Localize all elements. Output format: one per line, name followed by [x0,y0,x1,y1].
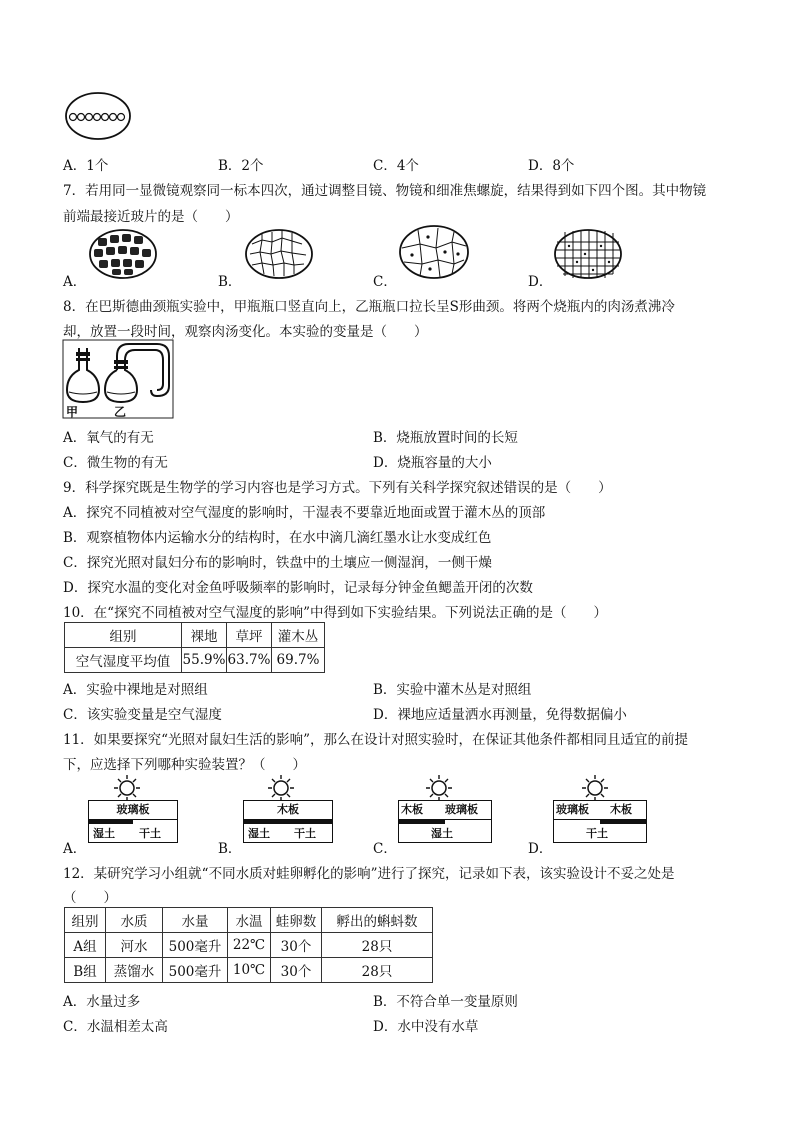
q12-a-temp: 22℃ [228,933,271,958]
q12-stem-line1: 12．某研究学习小组就“不同水质对蛙卵孵化的影响”进行了探究，记录如下表，该实验设计不妥之处是 [63,866,675,882]
q12-header-temp: 水温 [228,908,271,933]
q11-c-soil: 湿土 [431,827,453,840]
q7-option-c[interactable]: C． [373,274,397,290]
q7-option-d[interactable]: D． [528,274,553,290]
q12-header-quality: 水质 [106,908,163,933]
q10-table [64,622,325,673]
q10-value-shrub: 69.7% [272,648,325,673]
q11-d-tray [553,820,647,843]
q8-option-b[interactable]: B．烧瓶放置时间的长短 [373,430,518,446]
q6-option-c[interactable]: C．4个 [373,158,419,174]
q8-flask-label-jia: 甲 [66,405,79,419]
q11-sun-icon-b [266,774,296,802]
q11-b-cover [243,800,333,820]
q11-sun-icon-d [580,774,610,802]
q11-option-a[interactable]: A． [63,841,87,857]
q7-option-b[interactable]: B． [218,274,242,290]
q10-header-lawn: 草坪 [227,623,272,648]
q11-c-cover-left: 木板 [401,803,423,816]
q8-stem-line1: 8．在巴斯德曲颈瓶实验中，甲瓶瓶口竖直向上，乙瓶瓶口拉长呈S形曲颈。将两个烧瓶内的肉汤煮沸冷 [63,299,675,315]
q12-option-c[interactable]: C．水温相差太高 [63,1019,168,1035]
q7-view-b [244,228,314,280]
q7-option-a[interactable]: A． [63,274,87,290]
q9-option-a[interactable]: A．探究不同植被对空气湿度的影响时，干湿表不要靠近地面或置于灌木丛的顶部 [63,505,546,521]
q11-d-soil: 干土 [586,827,608,840]
q7-view-a [88,228,158,280]
q11-sun-icon-c [424,774,454,802]
q8-flask-label-yi: 乙 [114,405,127,419]
q7-stem-line2: 前端最接近玻片的是（ ） [63,209,239,225]
q10-value-bare: 55.9% [182,648,227,673]
q11-a-tray [88,820,178,843]
table-row [65,933,433,958]
q12-table [64,907,433,983]
q12-header-eggs: 蛙卵数 [271,908,322,933]
q10-option-a[interactable]: A．实验中裸地是对照组 [63,682,208,698]
q11-a-cover-label: 玻璃板 [116,803,150,816]
q9-stem: 9．科学探究既是生物学的学习内容也是学习方式。下列有关科学探究叙述错误的是（ ） [63,480,612,496]
q12-option-b[interactable]: B．不符合单一变量原则 [373,994,518,1010]
table-row [65,958,433,983]
q11-a-soil-wet: 湿土 [93,827,115,840]
q12-a-group: A组 [65,933,106,958]
q6-option-d[interactable]: D．8个 [528,158,575,174]
q11-c-cover [398,800,492,820]
q8-option-c[interactable]: C．微生物的有无 [63,455,168,471]
q10-row-label: 空气湿度平均值 [65,648,182,673]
q11-b-soil-wet: 湿土 [248,827,270,840]
q8-option-d[interactable]: D．烧瓶容量的大小 [373,455,492,471]
q6-option-b[interactable]: B．2个 [218,158,264,174]
q6-option-a[interactable]: A．1个 [63,158,109,174]
q10-option-d[interactable]: D．裸地应适量洒水再测量，免得数据偏小 [373,707,627,723]
q11-d-cover [553,800,647,820]
q12-a-eggs: 30个 [271,933,322,958]
q11-d-cover-right: 木板 [610,803,632,816]
q12-b-group: B组 [65,958,106,983]
q12-b-temp: 10℃ [228,958,271,983]
q11-stem-line2: 下，应选择下列哪种实验装置？（ ） [63,757,306,773]
table-row [65,908,433,933]
q12-b-volume: 500毫升 [163,958,228,983]
q10-option-b[interactable]: B．实验中灌木丛是对照组 [373,682,532,698]
q9-option-d[interactable]: D．探究水温的变化对金鱼呼吸频率的影响时，记录每分钟金鱼鳃盖开闭的次数 [63,580,533,596]
q8-option-a[interactable]: A．氧气的有无 [63,430,154,446]
q10-header-group: 组别 [65,623,182,648]
q12-header-volume: 水量 [163,908,228,933]
q10-header-bare: 裸地 [182,623,227,648]
q11-a-soil-dry: 干土 [139,827,161,840]
q12-header-tadpoles: 孵出的蝌蚪数 [322,908,433,933]
q11-stem-line1: 11．如果要探究“光照对鼠妇生活的影响”，那么在设计对照实验时，在保证其他条件都相同且适宜的前提 [63,732,688,748]
q11-option-b[interactable]: B． [218,841,242,857]
q12-b-quality: 蒸馏水 [106,958,163,983]
q12-b-tadpoles: 28只 [322,958,433,983]
q11-c-tray [398,820,492,843]
q11-d-cover-left: 玻璃板 [556,803,589,816]
q11-b-tray [243,820,333,843]
q9-option-c[interactable]: C．探究光照对鼠妇分布的影响时，铁盘中的土壤应一侧湿润，一侧干燥 [63,555,492,571]
q11-b-soil-dry: 干土 [294,827,316,840]
q7-view-d [553,228,623,280]
table-row [65,648,325,673]
q7-stem-line1: 7．若用同一显微镜观察同一标本四次，通过调整目镜、物镜和细准焦螺旋，结果得到如下四个图。其中物镜 [63,183,707,199]
q12-option-a[interactable]: A．水量过多 [63,994,141,1010]
q11-option-c[interactable]: C． [373,841,397,857]
q12-a-volume: 500毫升 [163,933,228,958]
table-row [65,623,325,648]
q11-sun-icon-a [112,774,142,802]
q8-stem-line2: 却，放置一段时间，观察肉汤变化。本实验的变量是（ ） [63,324,428,340]
q6-microscope-view [64,92,136,142]
q12-b-eggs: 30个 [271,958,322,983]
q11-a-cover [88,800,178,820]
q7-view-c [398,224,470,280]
q11-b-cover-label: 木板 [277,803,299,816]
q12-option-d[interactable]: D．水中没有水草 [373,1019,479,1035]
q12-stem-line2: （ ） [63,890,117,906]
q10-stem: 10．在“探究不同植被对空气湿度的影响”中得到如下实验结果。下列说法正确的是（ ） [63,605,607,621]
q12-a-quality: 河水 [106,933,163,958]
q10-option-c[interactable]: C．该实验变量是空气湿度 [63,707,222,723]
q12-a-tadpoles: 28只 [322,933,433,958]
q9-option-b[interactable]: B．观察植物体内运输水分的结构时，在水中滴几滴红墨水让水变成红色 [63,530,492,546]
q10-header-shrub: 灌木丛 [272,623,325,648]
q11-option-d[interactable]: D． [528,841,553,857]
q11-c-cover-right: 玻璃板 [445,803,478,816]
q10-value-lawn: 63.7% [227,648,272,673]
q12-header-group: 组别 [65,908,106,933]
